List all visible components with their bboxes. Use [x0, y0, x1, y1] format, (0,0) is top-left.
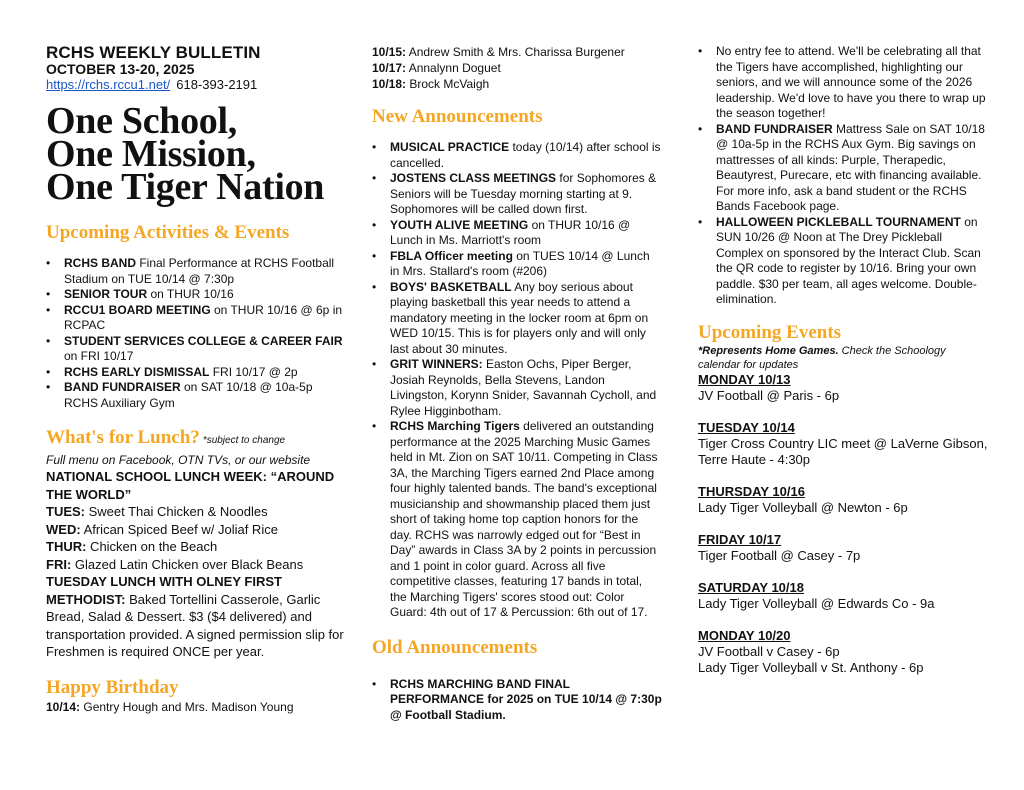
event-day [698, 532, 988, 564]
event-line: JV Football v Casey - 6p [698, 643, 840, 659]
list-item: • JOSTENS CLASS MEETINGS for Sophomores & Seniors will be Tuesday morning starting at 9. Sophomores will be called down first. [372, 171, 662, 218]
motto [46, 100, 346, 208]
school-phone: 618-393-2191 [176, 77, 258, 92]
list-item: • STUDENT SERVICES COLLEGE & CAREER FAIR on FRI 10/17 [46, 334, 346, 365]
new-announcements-heading: New Announcements [372, 106, 543, 127]
activities-heading: Upcoming Activities & Events [46, 222, 290, 243]
motto-line-1: One School, [46, 100, 237, 142]
event-day-label: MONDAY 10/20 [698, 627, 791, 643]
birthday-item: 10/18: Brock McVaigh [372, 77, 490, 91]
event-line: JV Football @ Paris - 6p [698, 387, 840, 403]
events-note: *Represents Home Games. Check the Schoology calendar for updates [698, 344, 946, 371]
lunch-subject-note: *subject to change [202, 435, 286, 446]
list-item: • SENIOR TOUR on THUR 10/16 [46, 287, 346, 303]
event-day-label: TUESDAY 10/14 [698, 419, 795, 435]
event-day [698, 372, 988, 404]
column-left [46, 44, 346, 715]
event-day-label: FRIDAY 10/17 [698, 531, 782, 547]
old-announcements-list [372, 677, 662, 724]
list-item: • BOYS' BASKETBALL Any boy serious about playing basketball this year needs to attend a mandatory meeting in the locker room at 6pm on WED 10/15. This is for players only and will only last about 30 minutes. [372, 280, 662, 358]
list-item: • GRIT WINNERS: Easton Ochs, Piper Berger, Josiah Reynolds, Bella Stevens, Landon Livingston, Korynn Snider, Savannah Cycholl, and Rylee Higginbotham. [372, 357, 662, 419]
column-right [698, 44, 988, 692]
motto-line-3: One Tiger Nation [46, 166, 325, 208]
event-line: Tiger Cross Country LIC meet @ LaVerne Gibson, Terre Haute - 4:30p [698, 435, 988, 467]
birthday-item: 10/14: Gentry Hough and Mrs. Madison Young [46, 699, 294, 714]
list-item: • RCHS MARCHING BAND FINAL PERFORMANCE for 2025 on TUE 10/14 @ 7:30p @ Football Stadium. [372, 677, 662, 724]
lunch-week-title: NATIONAL SCHOOL LUNCH WEEK: “AROUND THE WORLD” [46, 469, 335, 502]
event-line: Tiger Football @ Casey - 7p [698, 547, 861, 563]
birthday-section [46, 677, 346, 715]
event-line: Lady Tiger Volleyball @ Edwards Co - 9a [698, 595, 935, 611]
list-item: • HALLOWEEN PICKLEBALL TOURNAMENT on SUN 10/26 @ Noon at The Drey Pickleball Complex on sponsored by the Interact Club. Scan the QR code to register by 10/16. Bring your own paddle. $30 per team, all ages welcome. Double-elimination. [698, 215, 988, 308]
bulletin-dates: OCTOBER 13-20, 2025 [46, 61, 195, 77]
list-item: • BAND FUNDRAISER Mattress Sale on SAT 10/18 @ 10a-5p in the RCHS Aux Gym. Big savings on mattresses of all kinds: Purple, Therapedic, Beautyrest, Purecare, etc with financing available. For more info, ask a band student or the RCHS Bands Facebook page. [698, 122, 988, 215]
school-website-link[interactable]: https://rchs.rccu1.net/ [46, 77, 171, 92]
event-day-label: MONDAY 10/13 [698, 371, 791, 387]
list-item: • BAND FUNDRAISER on SAT 10/18 @ 10a-5p RCHS Auxiliary Gym [46, 380, 346, 411]
lunch-day: THUR: Chicken on the Beach [46, 539, 218, 554]
event-line: Lady Tiger Volleyball v St. Anthony - 6p [698, 659, 924, 675]
old-announcements-continued [698, 44, 988, 308]
birthday-item: 10/17: Annalynn Doguet [372, 61, 501, 75]
list-item: • YOUTH ALIVE MEETING on THUR 10/16 @ Lunch in Ms. Marriott's room [372, 218, 662, 249]
lunch-heading: What's for Lunch? *subject to change [46, 427, 286, 448]
list-item: • RCCU1 BOARD MEETING on THUR 10/16 @ 6p in RCPAC [46, 303, 346, 334]
birthday-heading: Happy Birthday [46, 676, 179, 698]
lunch-menu-note: Full menu on Facebook, OTN TVs, or our website [46, 453, 311, 467]
lunch-day: FRI: Glazed Latin Chicken over Black Beans [46, 556, 304, 572]
event-day-label: SATURDAY 10/18 [698, 579, 804, 595]
lunch-section [46, 427, 346, 661]
column-middle [372, 44, 662, 723]
event-day-label: THURSDAY 10/16 [698, 483, 805, 499]
bulletin-title: RCHS WEEKLY BULLETIN [46, 43, 261, 62]
list-item: • MUSICAL PRACTICE today (10/14) after school is cancelled. [372, 140, 662, 171]
birthday-item: 10/15: Andrew Smith & Mrs. Charissa Burgener [372, 45, 625, 59]
contact-line [46, 76, 346, 93]
lunch-day: TUES: Sweet Thai Chicken & Noodles [46, 504, 268, 519]
event-day [698, 580, 988, 612]
list-item: • RCHS EARLY DISMISSAL FRI 10/17 @ 2p [46, 365, 346, 381]
activities-list [46, 256, 346, 411]
event-day [698, 420, 988, 468]
lunch-day: WED: African Spiced Beef w/ Joliaf Rice [46, 521, 278, 537]
event-day [698, 484, 988, 516]
list-item: • RCHS Marching Tigers delivered an outstanding performance at the 2025 Marching Music Games held in Mt. Zion on SAT 10/11. Competing in Class 3A, the Marching Tigers earned 2nd Place among four highly talented bands. The band's exceptional musicianship and showmanship placed them just short of taking home top caption honors for the day. RCHS was narrowly edged out for “Best in Day” awards in Class 3A by 2 points in percussion and 1 point in color guard. Across all five competitive classes, featuring 17 bands in total, the Marching Tigers' scores stood out: Color Guard: 4th out of 17 & Percussion: 6th out of 17. [372, 419, 662, 621]
birthday-continued [372, 44, 662, 92]
lunch-special: TUESDAY LUNCH WITH OLNEY FIRST METHODIST: Baked Tortellini Casserole, Garlic Bread, Salad & Dessert. $3 ($4 delivered) and transportation provided. A signed permission slip for Freshmen is required ONCE per year. [46, 574, 344, 659]
list-item: • FBLA Officer meeting on TUES 10/14 @ Lunch in Mrs. Stallard's room (#206) [372, 249, 662, 280]
list-item-continued: • No entry fee to attend. We'll be celebrating all that the Tigers have accomplished, highlighting our seniors, and we will announce some of the 2026 leadership. We'd love to have you there to wrap up the season together! [698, 44, 988, 122]
list-item: • RCHS BAND Final Performance at RCHS Football Stadium on TUE 10/14 @ 7:30p [46, 256, 346, 287]
event-day [698, 628, 988, 676]
old-announcements-heading: Old Announcements [372, 636, 538, 658]
events-heading: Upcoming Events [698, 321, 842, 343]
events-section [698, 322, 988, 676]
motto-line-2: One Mission, [46, 133, 256, 175]
event-line: Lady Tiger Volleyball @ Newton - 6p [698, 499, 908, 515]
new-announcements-list [372, 140, 662, 621]
